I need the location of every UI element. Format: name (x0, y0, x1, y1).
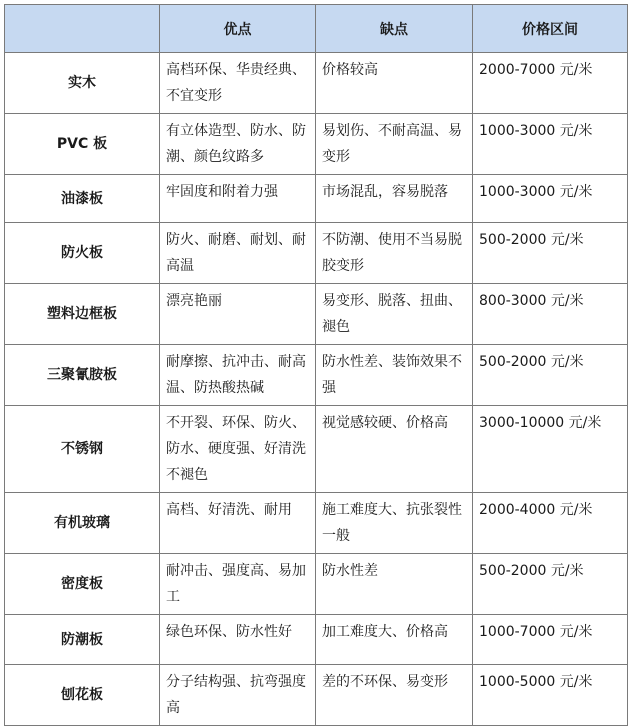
pros-cell: 牢固度和附着力强 (160, 175, 316, 223)
table-row (5, 114, 628, 175)
pros-cell: 高档、好清洗、耐用 (160, 493, 316, 554)
pros-cell: 分子结构强、抗弯强度高 (160, 665, 316, 726)
price-cell: 500-2000 元/米 (473, 345, 628, 406)
material-name-cell: 防潮板 (5, 615, 160, 665)
price-cell: 500-2000 元/米 (473, 554, 628, 615)
price-cell: 1000-7000 元/米 (473, 615, 628, 665)
price-cell: 500-2000 元/米 (473, 223, 628, 284)
price-cell: 1000-3000 元/米 (473, 114, 628, 175)
header-pros: 优点 (160, 5, 316, 53)
cons-cell: 视觉感较硬、价格高 (316, 406, 473, 493)
price-cell: 3000-10000 元/米 (473, 406, 628, 493)
pros-cell: 高档环保、华贵经典、不宜变形 (160, 53, 316, 114)
pros-cell: 绿色环保、防水性好 (160, 615, 316, 665)
price-cell: 2000-7000 元/米 (473, 53, 628, 114)
pros-cell: 耐摩擦、抗冲击、耐高温、防热酸热碱 (160, 345, 316, 406)
price-cell: 2000-4000 元/米 (473, 493, 628, 554)
cons-cell: 加工难度大、价格高 (316, 615, 473, 665)
material-name-cell: 油漆板 (5, 175, 160, 223)
pros-cell: 有立体造型、防水、防潮、颜色纹路多 (160, 114, 316, 175)
pros-cell: 防火、耐磨、耐划、耐高温 (160, 223, 316, 284)
table-row (5, 345, 628, 406)
price-cell: 1000-5000 元/米 (473, 665, 628, 726)
table-body (5, 53, 628, 726)
price-cell: 800-3000 元/米 (473, 284, 628, 345)
material-name-cell: 塑料边框板 (5, 284, 160, 345)
cons-cell: 市场混乱，容易脱落 (316, 175, 473, 223)
material-name-cell: 刨花板 (5, 665, 160, 726)
header-price-range: 价格区间 (473, 5, 628, 53)
material-name-cell: 密度板 (5, 554, 160, 615)
material-name-cell: 三聚氰胺板 (5, 345, 160, 406)
material-name-cell: 防火板 (5, 223, 160, 284)
header-cons: 缺点 (316, 5, 473, 53)
cons-cell: 差的不环保、易变形 (316, 665, 473, 726)
table-row (5, 493, 628, 554)
table-header-row (5, 5, 628, 53)
cons-cell: 价格较高 (316, 53, 473, 114)
material-name-cell: PVC 板 (5, 114, 160, 175)
cons-cell: 易划伤、不耐高温、易变形 (316, 114, 473, 175)
price-cell: 1000-3000 元/米 (473, 175, 628, 223)
cons-cell: 施工难度大、抗张裂性一般 (316, 493, 473, 554)
pros-cell: 漂亮艳丽 (160, 284, 316, 345)
cons-cell: 防水性差 (316, 554, 473, 615)
cons-cell: 易变形、脱落、扭曲、褪色 (316, 284, 473, 345)
table-row (5, 665, 628, 726)
material-name-cell: 不锈钢 (5, 406, 160, 493)
material-name-cell: 有机玻璃 (5, 493, 160, 554)
pros-cell: 不开裂、环保、防火、防水、硬度强、好清洗不褪色 (160, 406, 316, 493)
comparison-table-container (4, 4, 628, 726)
table-row (5, 223, 628, 284)
table-row (5, 284, 628, 345)
cons-cell: 防水性差、装饰效果不强 (316, 345, 473, 406)
material-name-cell: 实木 (5, 53, 160, 114)
cabinet-material-comparison-table (4, 4, 628, 726)
table-row (5, 175, 628, 223)
header-material (5, 5, 160, 53)
pros-cell: 耐冲击、强度高、易加工 (160, 554, 316, 615)
table-row (5, 615, 628, 665)
cons-cell: 不防潮、使用不当易脱胶变形 (316, 223, 473, 284)
table-row (5, 554, 628, 615)
table-row (5, 406, 628, 493)
table-row (5, 53, 628, 114)
